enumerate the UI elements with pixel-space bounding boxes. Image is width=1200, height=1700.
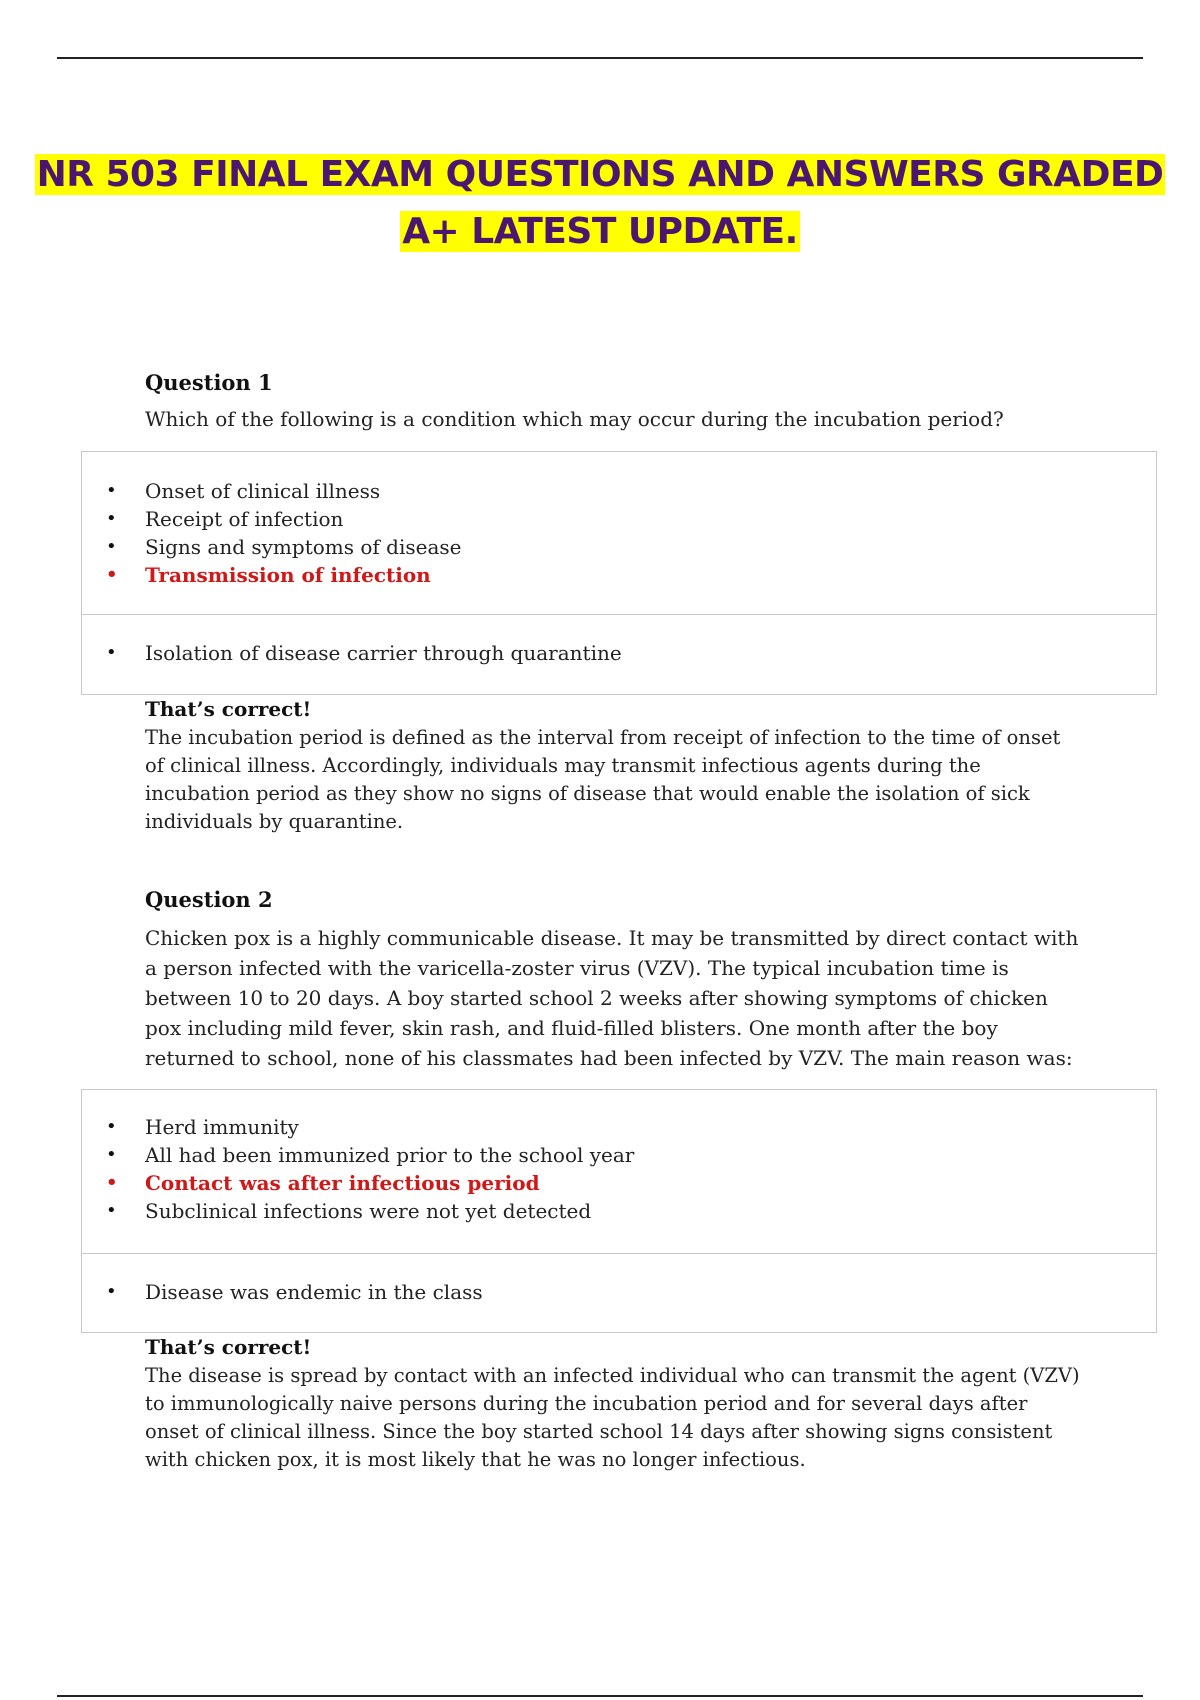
question-1-options (81, 451, 1157, 695)
question-1-option[interactable]: • Signs and symptoms of disease (82, 533, 1156, 561)
question-2-feedback-text: The disease is spread by contact with an infected individual who can transmit the agent (VZV) to immunologically naive persons during the incubation period and for several days after onset of clinical illness. Since the boy started school 14 days after showing signs consistent with chicken pox, it is most likely that he was no longer infectious. (145, 1364, 1080, 1471)
question-2-option[interactable]: • Herd immunity (82, 1113, 1156, 1141)
question-2-text: Chicken pox is a highly communicable disease. It may be transmitted by direct contact with a person infected with the varicella-zoster virus (VZV). The typical incubation time is between 10 to 20 days. A boy started school 2 weeks after showing symptoms of chicken pox including mild fever, skin rash, and fluid-filled blisters. One month after the boy returned to school, none of his classmates had been infected by VZV. The main reason was: (145, 926, 1079, 1070)
title-line-2: A+ LATEST UPDATE. (402, 211, 798, 252)
question-1-correct-option[interactable]: • Transmission of infection (82, 561, 1156, 589)
title-line-1: NR 503 FINAL EXAM QUESTIONS AND ANSWERS GRADED (36, 154, 1164, 195)
question-2-option[interactable]: • Disease was endemic in the class (82, 1278, 1156, 1306)
bottom-rule (57, 1695, 1143, 1697)
question-2-feedback-heading: That’s correct! (145, 1335, 312, 1359)
question-2-option[interactable]: • Subclinical infections were not yet detected (82, 1197, 1156, 1225)
question-2-options (81, 1089, 1157, 1333)
question-1-feedback-heading: That’s correct! (145, 697, 312, 721)
question-2-correct-option[interactable]: • Contact was after infectious period (82, 1169, 1156, 1197)
document-title (0, 146, 1200, 260)
question-1-text: Which of the following is a condition which may occur during the incubation period? (145, 407, 1004, 431)
question-1-option[interactable]: • Onset of clinical illness (82, 477, 1156, 505)
question-2-option[interactable]: • All had been immunized prior to the school year (82, 1141, 1156, 1169)
top-rule (57, 57, 1143, 59)
question-2-heading: Question 2 (145, 887, 273, 912)
question-1-feedback-text: The incubation period is defined as the interval from receipt of infection to the time of onset of clinical illness. Accordingly, individuals may transmit infectious agents during the incubation period as they show no signs of disease that would enable the isolation of sick individuals by quarantine. (145, 726, 1061, 833)
question-1-heading: Question 1 (145, 370, 273, 395)
question-1-option[interactable]: • Isolation of disease carrier through quarantine (82, 639, 1156, 667)
question-1-option[interactable]: • Receipt of infection (82, 505, 1156, 533)
